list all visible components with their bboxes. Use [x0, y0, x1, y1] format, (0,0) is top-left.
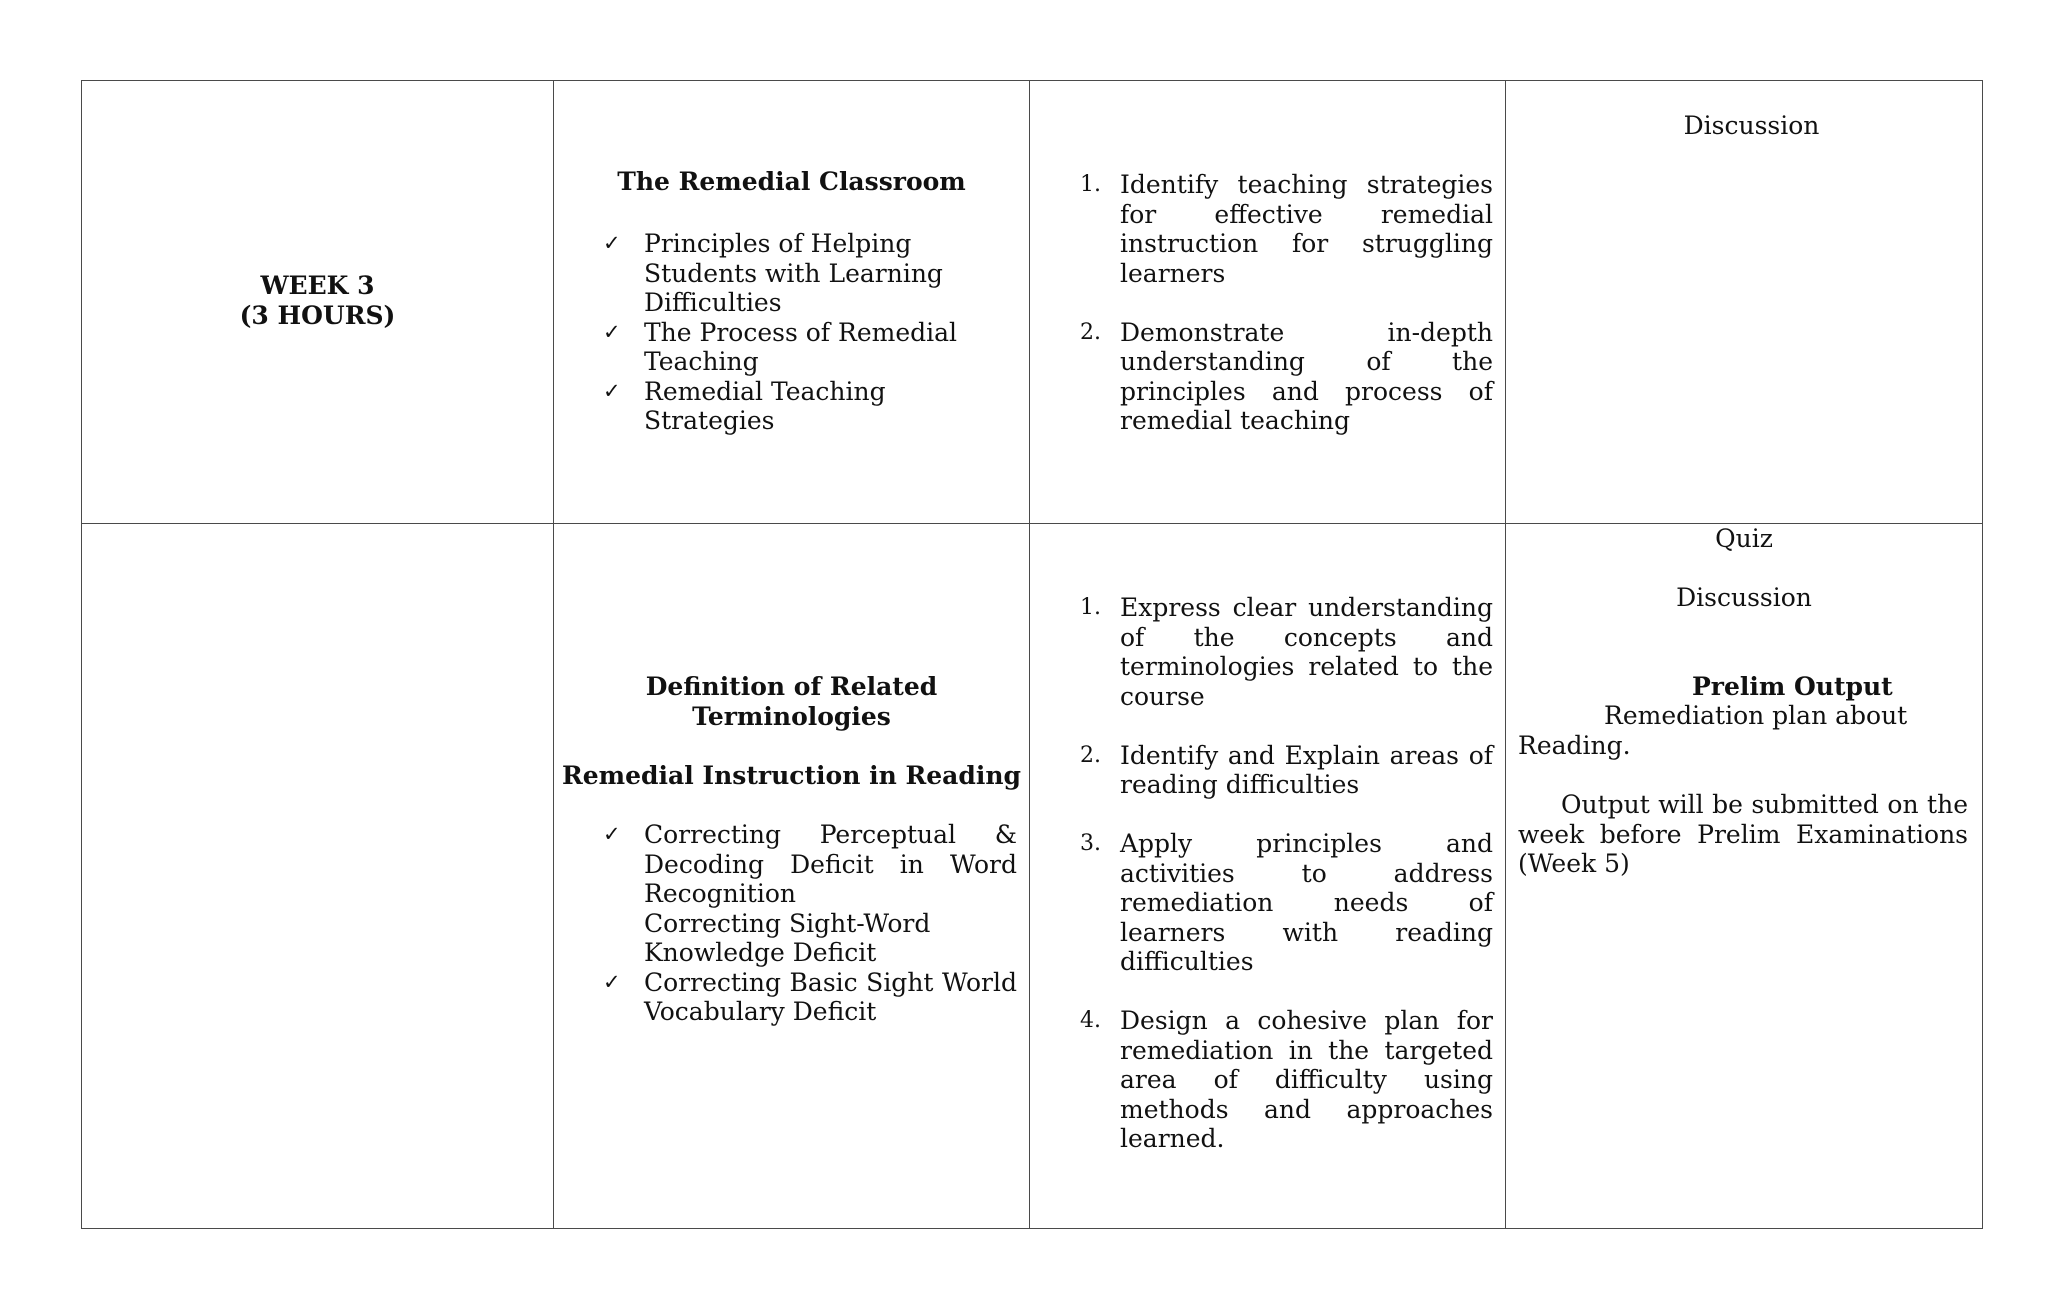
list-item	[603, 229, 1004, 318]
topic-cell	[554, 524, 1030, 1229]
list-item-label: Correcting Sight-Word Knowledge Deficit	[644, 908, 931, 967]
week-label	[82, 271, 553, 331]
item-number: 4.	[1080, 1008, 1101, 1033]
checkmark-icon: ✓	[603, 822, 621, 846]
list-item	[1080, 1006, 1493, 1154]
list-item	[603, 820, 1017, 909]
course-plan-table	[81, 80, 1983, 1229]
objectives-cell	[1030, 81, 1506, 524]
list-item-label: The Process of Remedial Teaching	[644, 317, 958, 376]
prelim-output-description: Remediation plan about Reading.	[1518, 701, 1908, 760]
objective-text: Demonstrate in-depth understanding of the principles and process of remedial teaching	[1120, 317, 1493, 435]
prelim-output-title: Prelim Output	[1692, 672, 1893, 701]
objective-text: Express clear understanding of the concepts and terminologies related to the course	[1120, 593, 1493, 711]
item-number: 3.	[1080, 831, 1101, 856]
list-item	[1080, 829, 1493, 977]
assessment-cell	[1506, 524, 1983, 1229]
week-cell	[82, 524, 554, 1229]
item-number: 1.	[1080, 172, 1101, 197]
list-item	[1080, 317, 1493, 436]
list-item	[1080, 170, 1493, 288]
item-number: 2.	[1080, 319, 1101, 345]
checkmark-icon: ✓	[603, 231, 621, 255]
week-cell	[82, 81, 554, 524]
item-number: 2.	[1080, 742, 1101, 768]
list-item	[603, 376, 1004, 436]
assessment-cell	[1506, 81, 1983, 524]
list-item-label: Principles of Helping Students with Learning Difficulties	[644, 229, 943, 317]
week-number: WEEK 3	[260, 271, 375, 300]
checkmark-icon: ✓	[603, 319, 621, 344]
assessment-quiz: Quiz	[1715, 524, 1773, 553]
list-item	[1080, 593, 1493, 711]
topic-cell	[554, 81, 1030, 524]
table-row	[82, 524, 1983, 1229]
list-item-label: Correcting Basic Sight World Vocabulary Deficit	[644, 967, 1017, 1026]
objective-text: Identify teaching strategies for effective remedial instruction for struggling learners	[1120, 170, 1493, 288]
topic-title: Definition of Related Terminologies	[645, 672, 938, 731]
objective-text: Identify and Explain areas of reading difficulties	[1120, 740, 1493, 799]
list-item	[644, 909, 1017, 968]
objectives-cell	[1030, 524, 1506, 1229]
topic-list	[603, 820, 1017, 1027]
objective-text: Design a cohesive plan for remediation in the targeted area of difficulty using methods and approaches learned.	[1120, 1006, 1493, 1153]
list-item-label: Remedial Teaching Strategies	[644, 376, 886, 435]
table-row	[82, 81, 1983, 524]
assessment-discussion: Discussion	[1683, 111, 1820, 140]
topic-list	[603, 229, 1004, 436]
objectives-list	[1080, 593, 1493, 1183]
prelim-output-note: Output will be submitted on the week before Prelim Examinations (Week 5)	[1518, 790, 1968, 878]
list-item-label: Correcting Perceptual & Decoding Deficit in Word Recognition	[644, 820, 1017, 908]
assessment-discussion: Discussion	[1676, 583, 1812, 612]
checkmark-icon: ✓	[603, 378, 621, 403]
topic-subtitle: Remedial Instruction in Reading	[562, 761, 1021, 790]
objectives-list	[1080, 170, 1493, 465]
list-item	[603, 967, 1017, 1027]
checkmark-icon: ✓	[603, 969, 621, 994]
topic-title: The Remedial Classroom	[617, 167, 966, 196]
week-hours: (3 HOURS)	[239, 301, 396, 330]
objective-text: Apply principles and activities to address remediation needs of learners with reading difficulties	[1120, 829, 1493, 976]
item-number: 1.	[1080, 595, 1101, 620]
list-item	[603, 317, 1004, 377]
list-item	[1080, 740, 1493, 800]
